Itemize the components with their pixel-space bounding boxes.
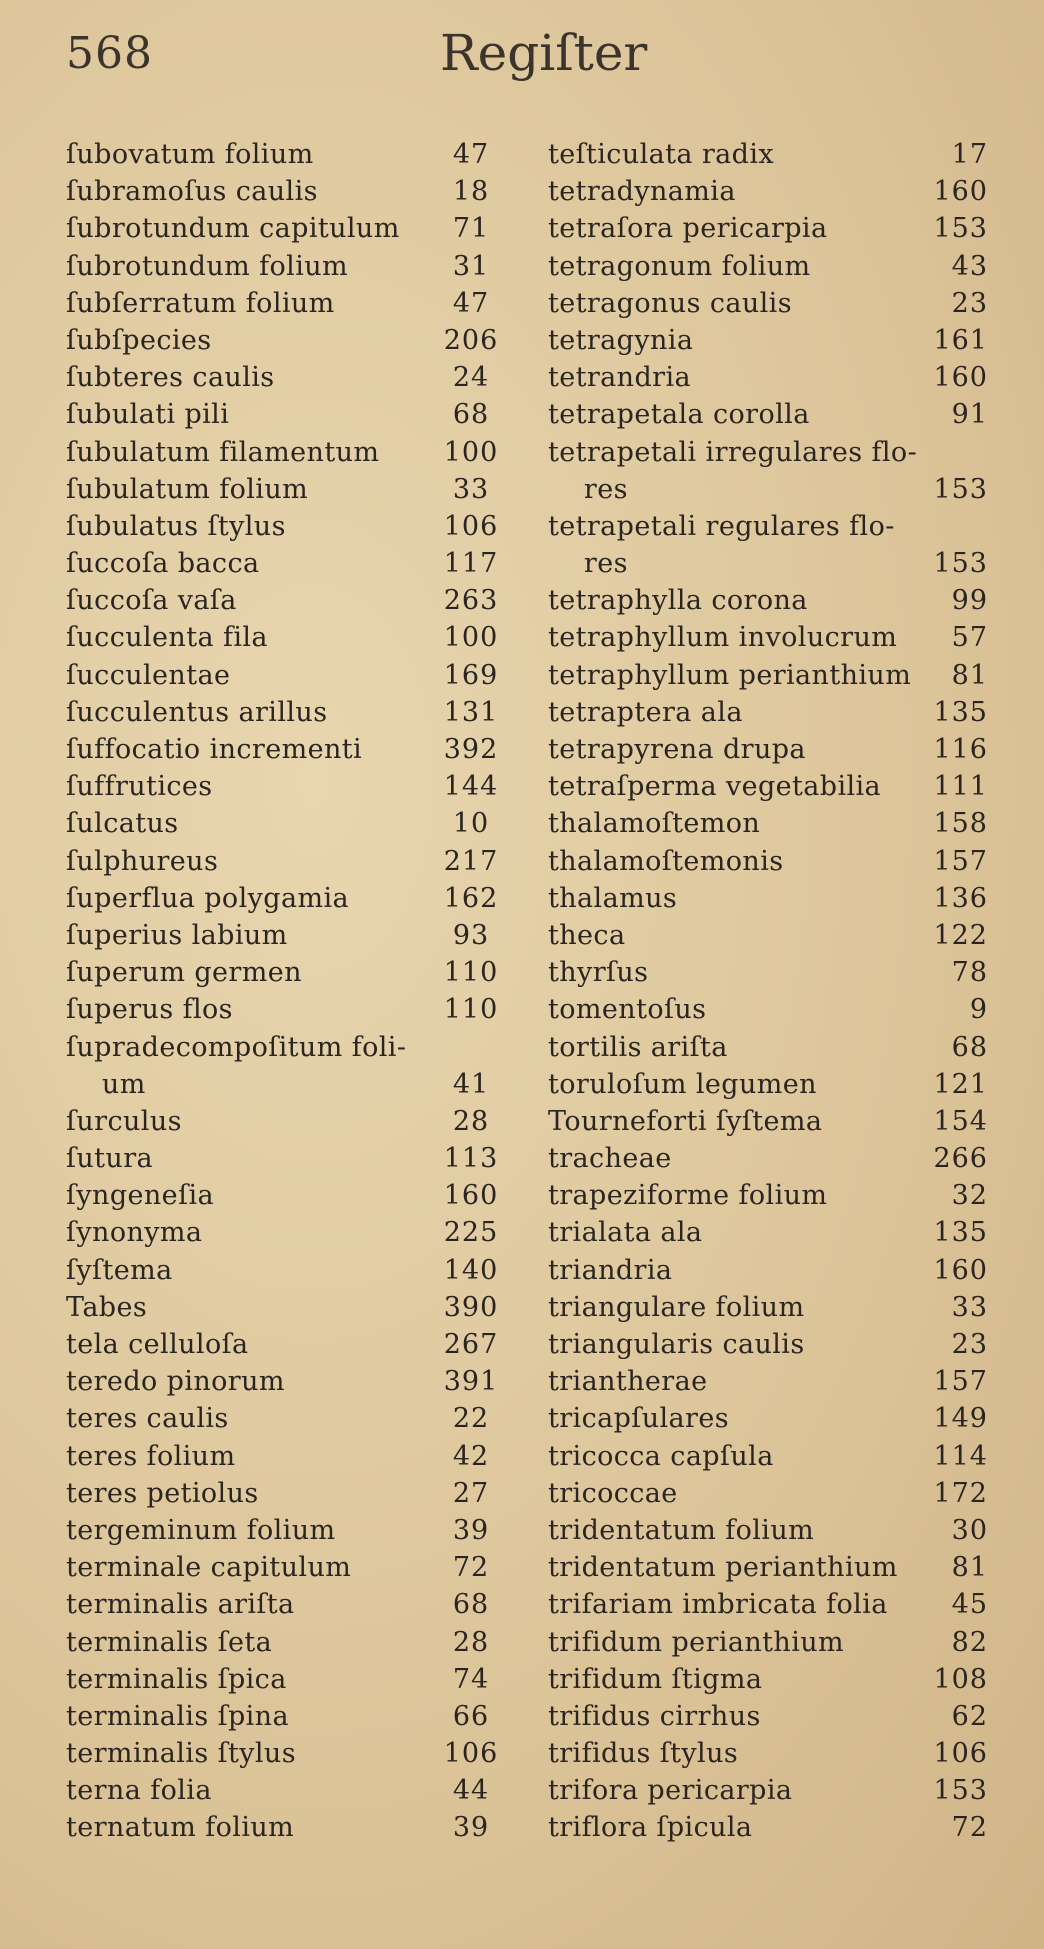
index-page-ref: 140 [443,1254,499,1286]
index-page-ref: 81 [951,1552,988,1584]
index-entry [548,1735,990,1772]
index-entry [66,508,518,545]
page-number: 568 [66,28,153,79]
index-entry [548,359,990,396]
index-term: ſuffrutices [66,771,213,803]
index-term: ternatum folium [66,1812,295,1844]
index-term: toruloſum legumen [548,1068,817,1100]
index-term: teredo pinorum [66,1366,285,1398]
index-page-ref: 266 [933,1143,988,1175]
index-entry [66,991,518,1028]
index-page-ref: 135 [933,1217,988,1249]
index-page-ref: 24 [452,362,490,394]
index-term: tetrapetala corolla [548,399,810,431]
index-term: res [548,548,628,580]
index-entry [66,619,518,656]
index-term: tetragynia [548,324,694,356]
index-term: terminalis ſeta [66,1626,273,1658]
index-term: ſubrotundum capitulum [66,213,400,245]
index-entry [66,1735,518,1772]
index-page-ref: 154 [933,1105,988,1137]
index-term: triangularis caulis [548,1329,805,1360]
index-entry [548,248,990,285]
index-entry [66,1214,518,1251]
index-entry [66,1438,518,1475]
index-term: ſuperum germen [66,957,302,989]
index-term: terminalis ſpica [66,1663,287,1695]
index-term: ſucculentae [66,659,231,691]
index-entry [66,1661,518,1698]
index-page-ref: 153 [933,1775,988,1807]
index-page-ref: 31 [452,250,490,282]
index-page-ref: 30 [951,1514,988,1546]
index-term: ſutura [66,1143,154,1175]
index-entry [548,1066,990,1103]
index-entry [548,210,990,247]
index-page-ref: 172 [933,1477,988,1509]
index-page-ref: 169 [443,659,499,691]
index-term: ſubulatum folium [66,473,309,505]
index-term: ſubulatum filamentum [66,436,380,468]
index-page-ref: 68 [951,1031,988,1063]
index-page-ref: 41 [452,1068,490,1100]
index-entry [548,1438,990,1475]
index-entry [548,1512,990,1549]
index-page-ref: 111 [933,771,988,803]
index-entry [548,1586,990,1623]
index-page-ref: 32 [951,1180,988,1212]
index-entry [66,173,518,210]
index-page-ref: 106 [443,1738,499,1770]
index-page-ref: 160 [443,1180,499,1212]
index-entry [548,285,990,322]
index-entry [66,1140,518,1177]
index-term: terminalis ariſta [66,1589,295,1621]
index-term: terminalis ſpina [66,1700,289,1732]
index-term: thyrſus [548,957,649,989]
index-entry [548,1698,990,1735]
index-term: trialata ala [548,1217,703,1249]
index-entry [66,210,518,247]
index-entry [66,1103,518,1140]
index-entry [548,917,990,954]
index-term: tetrandria [548,362,691,394]
index-page-ref: 44 [452,1775,490,1807]
index-entry [66,1066,518,1103]
index-term: trifora pericarpia [548,1775,793,1807]
index-entry [548,880,990,917]
index-page-ref: 33 [452,473,490,505]
index-term: ſuccoſa bacca [66,548,260,580]
index-entry [66,1252,518,1289]
index-term: ſubulati pili [66,399,230,431]
index-page-ref: 81 [951,659,988,691]
index-page-ref: 267 [443,1329,499,1360]
index-page-ref: 47 [452,139,490,170]
index-page-ref: 136 [933,882,988,914]
index-page-ref: 62 [951,1700,988,1732]
index-term: Tourneforti ſyſtema [548,1105,823,1137]
index-entry [66,1177,518,1214]
index-term: tridentatum folium [548,1514,815,1546]
index-entry [548,619,990,656]
index-page-ref: 72 [452,1552,490,1584]
index-term: tricoccae [548,1477,678,1509]
index-page-ref: 121 [933,1068,988,1100]
index-page-ref: 153 [933,473,988,505]
index-page-ref: 206 [443,324,499,356]
index-entry [548,508,990,545]
index-term: theca [548,919,626,951]
index-entry [548,1475,990,1512]
index-entry [66,434,518,471]
index-entry [548,843,990,880]
index-entry [548,1624,990,1661]
index-page-ref: 161 [933,324,988,356]
index-entry [548,1772,990,1809]
index-entry [66,1624,518,1661]
index-entry [66,471,518,508]
index-term: ſubramoſus caulis [66,176,318,208]
index-entry [66,1586,518,1623]
index-term: tetragonum folium [548,250,811,282]
index-term: ſyſtema [66,1254,173,1286]
index-page-ref: 100 [443,436,499,468]
index-page-ref: 66 [452,1700,490,1732]
index-entry [66,768,518,805]
index-page-ref: 42 [452,1440,490,1472]
index-entry [548,1029,990,1066]
index-page-ref: 106 [443,510,499,542]
index-entry [66,1512,518,1549]
index-page-ref: 10 [452,808,490,840]
index-page-ref: 122 [933,919,988,951]
index-column-left [66,136,518,1847]
index-term: trapeziforme folium [548,1180,828,1212]
index-page-ref: 158 [933,808,988,840]
index-page-ref: 157 [933,1366,988,1398]
index-term: res [548,473,628,505]
index-page-ref: 162 [443,882,499,914]
index-term: triflora ſpicula [548,1812,753,1844]
index-page-ref: 45 [951,1589,988,1621]
index-page-ref: 91 [951,399,988,431]
index-page-ref: 131 [443,696,499,728]
index-term: ſubulatus ſtylus [66,510,286,542]
index-page-ref: 39 [452,1514,490,1546]
index-term: ſubſpecies [66,324,212,356]
index-term: tricocca capſula [548,1440,774,1472]
index-page-ref: 43 [951,250,988,282]
index-page-ref: 144 [443,771,499,803]
index-page-ref: 160 [933,1254,988,1286]
index-entry [66,880,518,917]
index-entry [548,582,990,619]
index-entry [548,1177,990,1214]
index-entry [66,1809,518,1846]
index-entry [66,1772,518,1809]
index-term: ſuperius labium [66,919,288,951]
index-page-ref: 99 [951,585,988,617]
index-term: triandria [548,1254,673,1286]
index-entry [548,1549,990,1586]
index-term: ſucculenta fila [66,622,268,654]
index-entry [66,805,518,842]
index-term: trifariam imbricata folia [548,1589,888,1621]
index-entry [548,694,990,731]
index-term: Tabes [66,1291,148,1323]
index-page-ref: 106 [933,1738,988,1770]
index-entry [66,917,518,954]
index-entry [66,1400,518,1437]
index-page-ref: 28 [452,1105,490,1137]
index-term: thalamus [548,882,678,914]
index-entry [66,136,518,173]
index-term: tergeminum folium [66,1514,336,1546]
index-term: teres folium [66,1440,236,1472]
index-page-ref: 71 [452,213,490,245]
index-entry [548,1363,990,1400]
index-term: tetrapetali regulares flo- [548,510,895,542]
index-entry [66,1029,518,1066]
index-term: triantherae [548,1366,708,1398]
index-entry [548,471,990,508]
index-page-ref: 114 [933,1440,988,1472]
index-page-ref: 82 [951,1626,988,1658]
index-page-ref: 93 [452,919,490,951]
index-term: ſynonyma [66,1217,203,1249]
index-entry [548,768,990,805]
index-page-ref: 160 [933,362,988,394]
index-entry [66,1549,518,1586]
index-entry [548,1809,990,1846]
index-term: thalamoſtemon [548,808,761,840]
index-term: terminalis ſtylus [66,1738,296,1770]
index-page-ref: 217 [443,845,499,877]
index-page-ref: 68 [452,1589,490,1621]
index-term: ſuffocatio incrementi [66,734,363,765]
index-term: triangulare folium [548,1291,805,1323]
index-entry [66,248,518,285]
index-term: tetraphyllum involucrum [548,622,898,654]
index-page-ref: 18 [452,176,490,208]
index-term: ſubteres caulis [66,362,275,394]
index-term: tetragonus caulis [548,287,792,319]
index-page-ref: 72 [951,1812,988,1844]
index-term: tetrapyrena drupa [548,734,806,765]
index-term: um [66,1068,146,1100]
index-page-ref: 110 [443,994,499,1026]
index-page-ref: 153 [933,213,988,245]
index-entry [66,657,518,694]
index-entry [548,731,990,768]
index-term: ſubovatum folium [66,139,314,170]
index-term: tetraptera ala [548,696,743,728]
index-page-ref: 160 [933,176,988,208]
index-page-ref: 116 [933,734,988,765]
index-term: tetraſora pericarpia [548,213,828,245]
index-page-ref: 263 [443,585,499,617]
index-entry [66,1475,518,1512]
index-page-ref: 22 [452,1403,490,1435]
index-page-ref: 108 [933,1663,988,1695]
index-page-ref: 57 [951,622,988,654]
index-page-ref: 68 [452,399,490,431]
index-page-ref: 23 [951,1329,988,1360]
index-entry [548,396,990,433]
index-term: ſulphureus [66,845,219,877]
index-entry [66,694,518,731]
index-term: tridentatum perianthium [548,1552,898,1584]
index-page-ref: 9 [969,994,988,1026]
index-page-ref: 392 [443,734,499,765]
index-term: tetraſperma vegetabilia [548,771,882,803]
index-term: terna folia [66,1775,212,1807]
index-term: ſucculentus arillus [66,696,328,728]
index-term: tetraphyllum perianthium [548,659,912,691]
index-entry [66,545,518,582]
index-page-ref: 225 [443,1217,499,1249]
index-page-ref: 47 [452,287,490,319]
index-term: tetrapetali irregulares flo- [548,436,918,468]
index-entry [66,285,518,322]
index-page-ref: 113 [443,1143,499,1175]
index-page-ref: 157 [933,845,988,877]
index-page-ref: 39 [452,1812,490,1844]
index-term: trifidum perianthium [548,1626,845,1658]
index-entry [548,1326,990,1363]
index-term: ſulcatus [66,808,179,840]
index-entry [66,843,518,880]
index-term: thalamoſtemonis [548,845,784,877]
index-entry [548,954,990,991]
index-entry [548,173,990,210]
index-term: tela celluloſa [66,1329,249,1360]
index-term: tomentoſus [548,994,707,1026]
index-entry [548,545,990,582]
index-page-ref: 27 [452,1477,490,1509]
index-page-ref: 110 [443,957,499,989]
index-column-right [548,136,990,1847]
index-page-ref: 23 [951,287,988,319]
index-term: ſupradecompoſitum foli- [66,1031,407,1063]
index-entry [548,657,990,694]
index-term: ſuperus flos [66,994,233,1026]
index-page-ref: 28 [452,1626,490,1658]
index-entry [548,1140,990,1177]
index-page-ref: 135 [933,696,988,728]
index-entry [66,731,518,768]
index-term: tetradynamia [548,176,736,208]
index-entry [548,991,990,1028]
index-term: trifidum ſtigma [548,1663,763,1695]
index-entry [66,1363,518,1400]
index-term: tortilis ariſta [548,1031,728,1063]
index-page-ref: 33 [951,1291,988,1323]
index-page-ref: 153 [933,548,988,580]
index-term: ſuccoſa vaſa [66,585,237,617]
index-entry [66,1326,518,1363]
index-page-ref: 149 [933,1403,988,1435]
index-term: terminale capitulum [66,1552,352,1584]
index-term: ſubrotundum folium [66,250,349,282]
index-entry [66,582,518,619]
index-entry [548,1289,990,1326]
index-term: teres caulis [66,1403,229,1435]
index-entry [548,136,990,173]
index-entry [548,322,990,359]
index-term: teres petiolus [66,1477,259,1509]
index-term: trifidus ſtylus [548,1738,739,1770]
index-entry [548,1214,990,1251]
index-page-ref: 390 [443,1291,499,1323]
index-term: tetraphylla corona [548,585,808,617]
index-entry [66,359,518,396]
index-term: trifidus cirrhus [548,1700,761,1732]
index-term: tricapſulares [548,1403,729,1435]
index-term: teſticulata radix [548,139,775,170]
index-entry [548,434,990,471]
index-term: ſurculus [66,1105,182,1137]
index-page-ref: 391 [443,1366,499,1398]
index-entry [548,1103,990,1140]
index-page-ref: 74 [452,1663,490,1695]
index-page-ref: 100 [443,622,499,654]
index-entry [66,322,518,359]
index-term: ſuperflua polygamia [66,882,349,914]
index-entry [548,1252,990,1289]
index-term: tracheae [548,1143,672,1175]
index-entry [66,396,518,433]
index-entry [66,1698,518,1735]
index-term: ſyngeneſia [66,1180,214,1212]
index-entry [548,805,990,842]
index-entry [548,1400,990,1437]
index-page-ref: 117 [443,548,499,580]
index-term: ſubſerratum folium [66,287,335,319]
index-page-ref: 17 [951,139,988,170]
index-entry [548,1661,990,1698]
running-head: Regiſter [440,24,648,82]
index-entry [66,954,518,991]
index-page-ref: 78 [951,957,988,989]
index-entry [66,1289,518,1326]
